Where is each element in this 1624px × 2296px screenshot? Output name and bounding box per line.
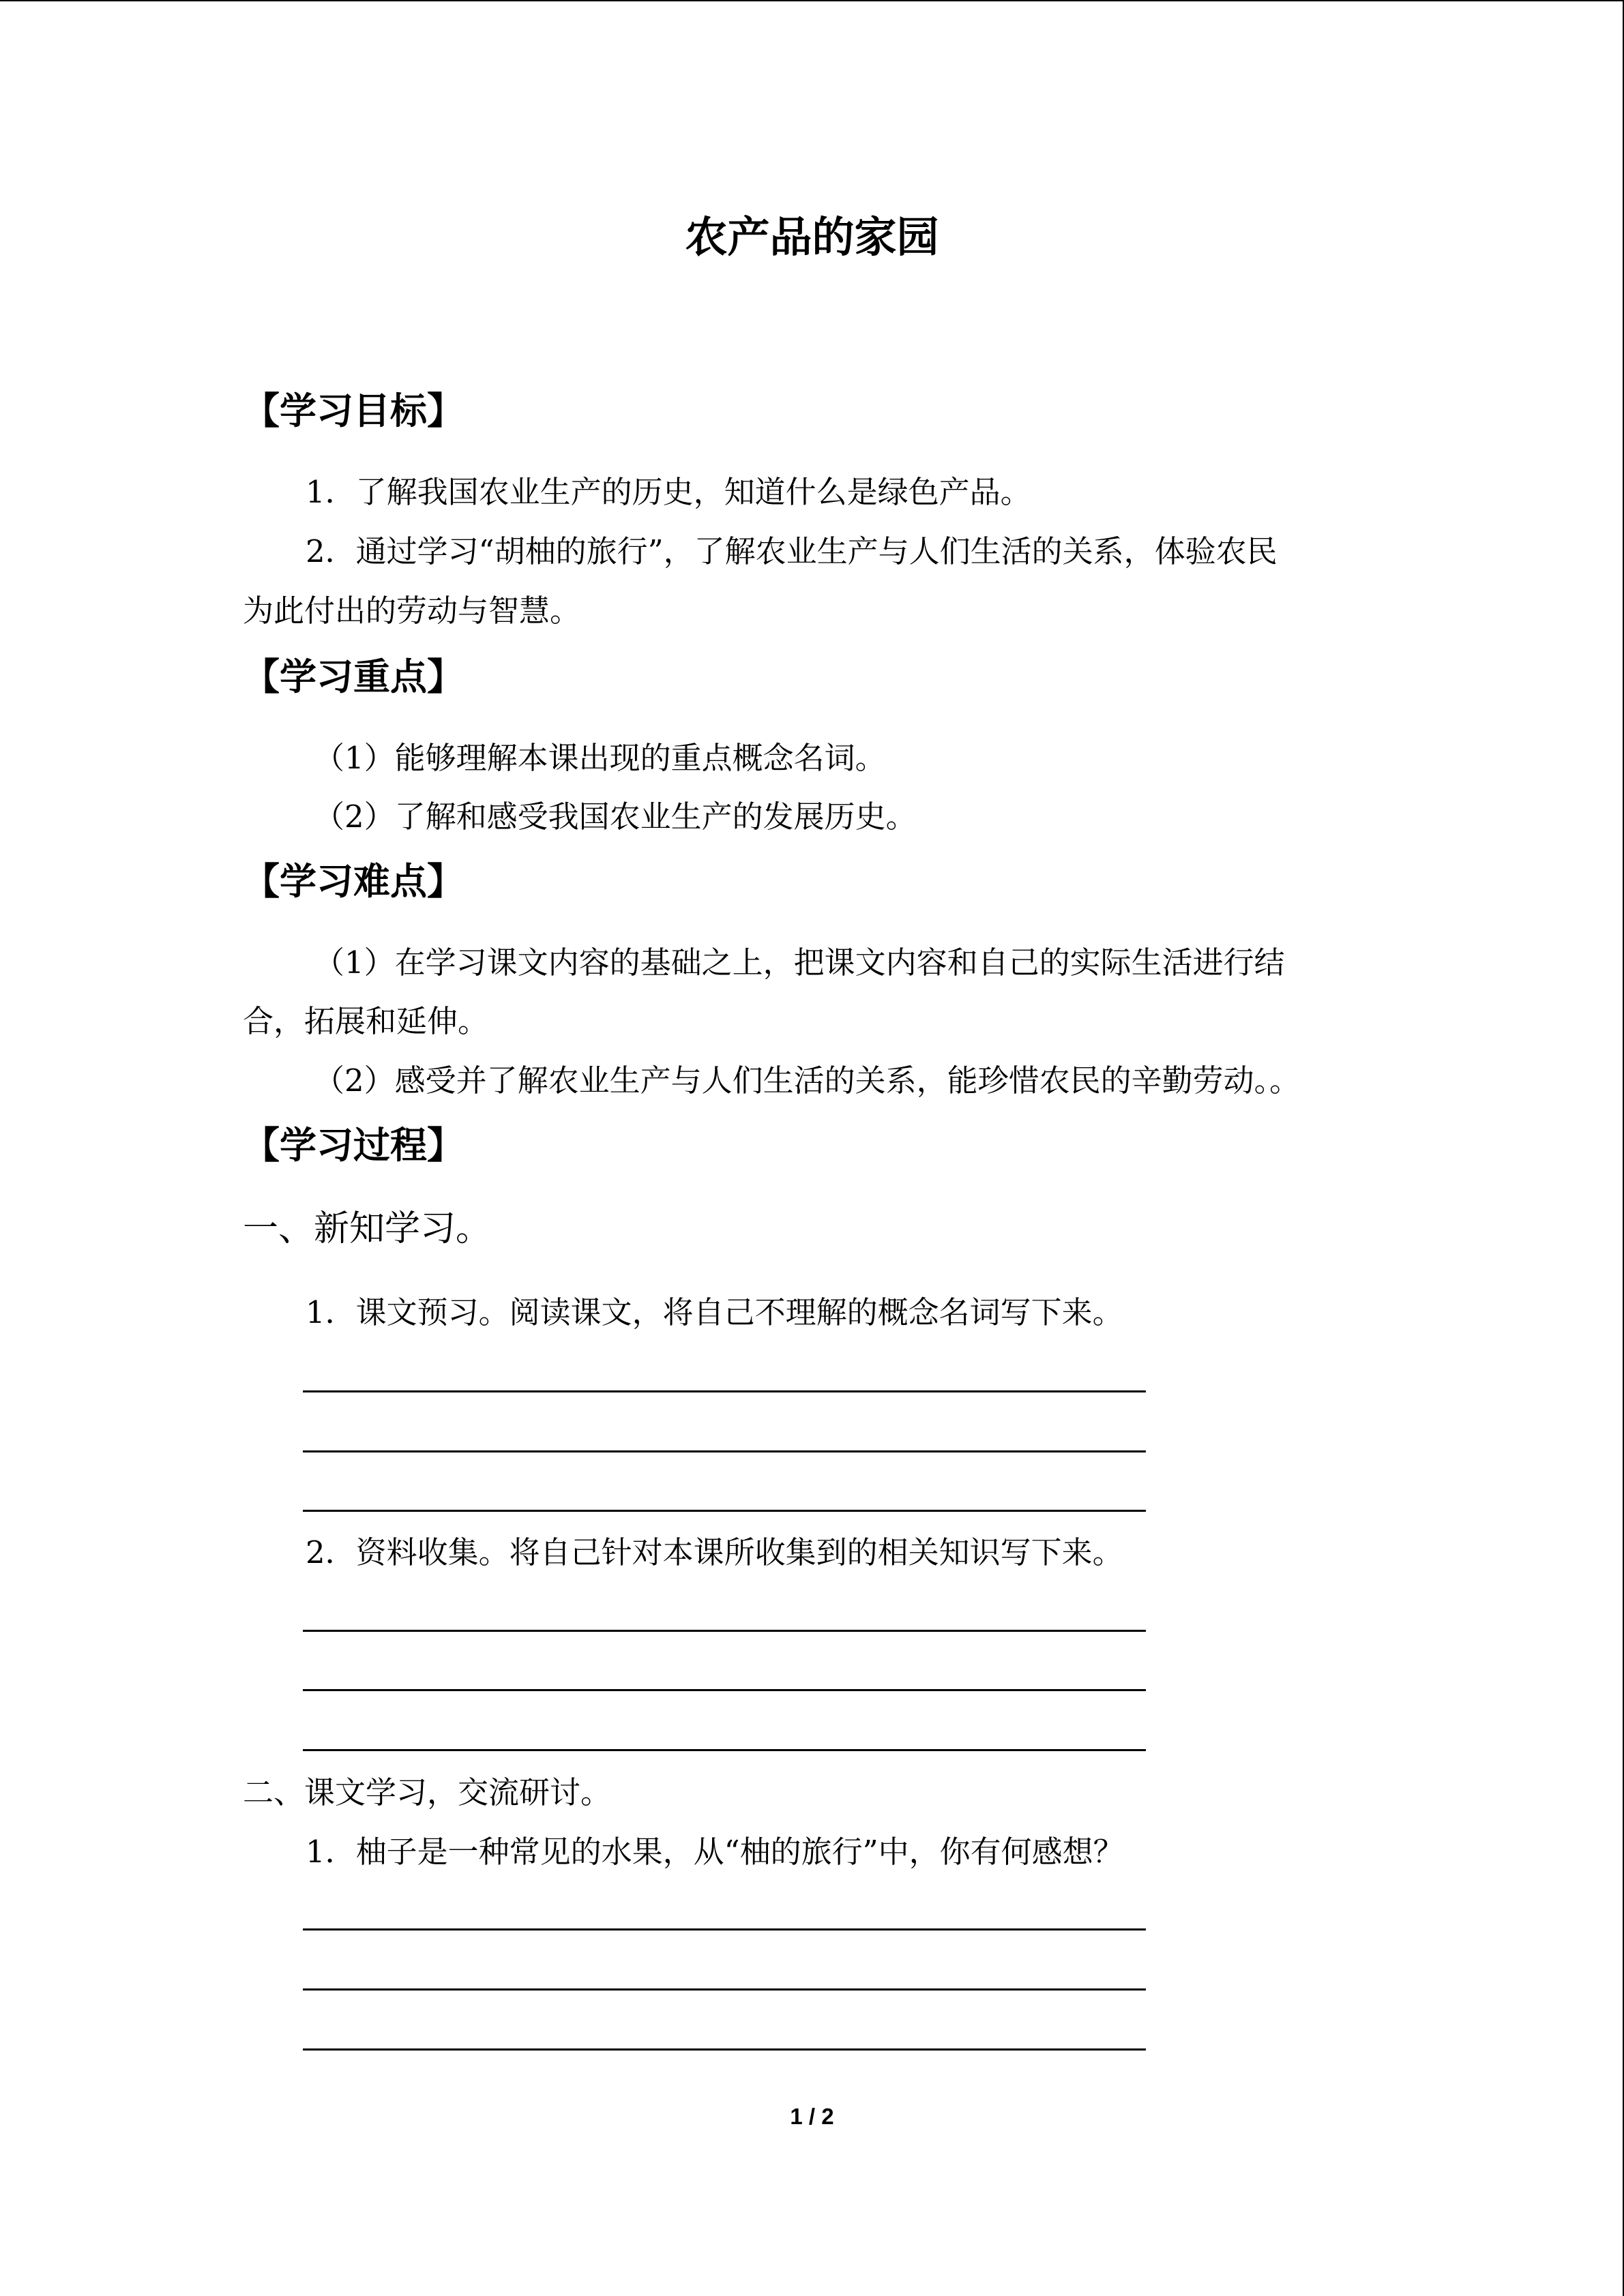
process-part-1-question-2: 2．资料收集。将自己针对本课所收集到的相关知识写下来。 bbox=[306, 1534, 1123, 1570]
difficulty-item-2: （2）感受并了解农业生产与人们生活的关系，能珍惜农民的辛勤劳动。。 bbox=[314, 1062, 1301, 1099]
page-number: 1 / 2 bbox=[790, 2104, 834, 2129]
objective-item-2-line-2: 为此付出的劳动与智慧。 bbox=[243, 593, 581, 629]
heading-objectives: 【学习目标】 bbox=[243, 389, 464, 432]
process-part-2-question-1: 1．柚子是一种常见的水果，从“柚的旅行”中，你有何感想？ bbox=[306, 1834, 1124, 1870]
difficulty-item-1-line-2: 合，拓展和延伸。 bbox=[243, 1003, 489, 1039]
answer-line[interactable] bbox=[303, 1390, 1146, 1392]
process-part-1-question-1: 1．课文预习。阅读课文，将自己不理解的概念名词写下来。 bbox=[306, 1294, 1123, 1330]
objective-item-2-line-1: 2．通过学习“胡柚的旅行”，了解农业生产与人们生活的关系，体验农民 bbox=[306, 533, 1278, 569]
process-part-2-title: 二、课文学习，交流研讨。 bbox=[243, 1774, 612, 1810]
key-point-item-2: （2）了解和感受我国农业生产的发展历史。 bbox=[314, 799, 917, 835]
answer-line[interactable] bbox=[303, 2048, 1146, 2051]
process-part-1-title: 一、新知学习。 bbox=[243, 1208, 492, 1249]
answer-line[interactable] bbox=[303, 1928, 1146, 1930]
key-point-item-1: （1）能够理解本课出现的重点概念名词。 bbox=[314, 740, 886, 776]
answer-line[interactable] bbox=[303, 1988, 1146, 1991]
answer-line[interactable] bbox=[303, 1749, 1146, 1751]
difficulty-item-1-line-1: （1）在学习课文内容的基础之上，把课文内容和自己的实际生活进行结 bbox=[314, 944, 1285, 981]
answer-line[interactable] bbox=[303, 1510, 1146, 1512]
document-title: 农产品的家园 bbox=[685, 212, 939, 262]
heading-difficulties: 【学习难点】 bbox=[243, 860, 464, 903]
answer-line[interactable] bbox=[303, 1450, 1146, 1452]
objective-item-1: 1．了解我国农业生产的历史，知道什么是绿色产品。 bbox=[306, 474, 1031, 510]
heading-key-points: 【学习重点】 bbox=[243, 655, 464, 698]
answer-line[interactable] bbox=[303, 1630, 1146, 1632]
answer-line[interactable] bbox=[303, 1689, 1146, 1691]
heading-process: 【学习过程】 bbox=[243, 1124, 464, 1167]
